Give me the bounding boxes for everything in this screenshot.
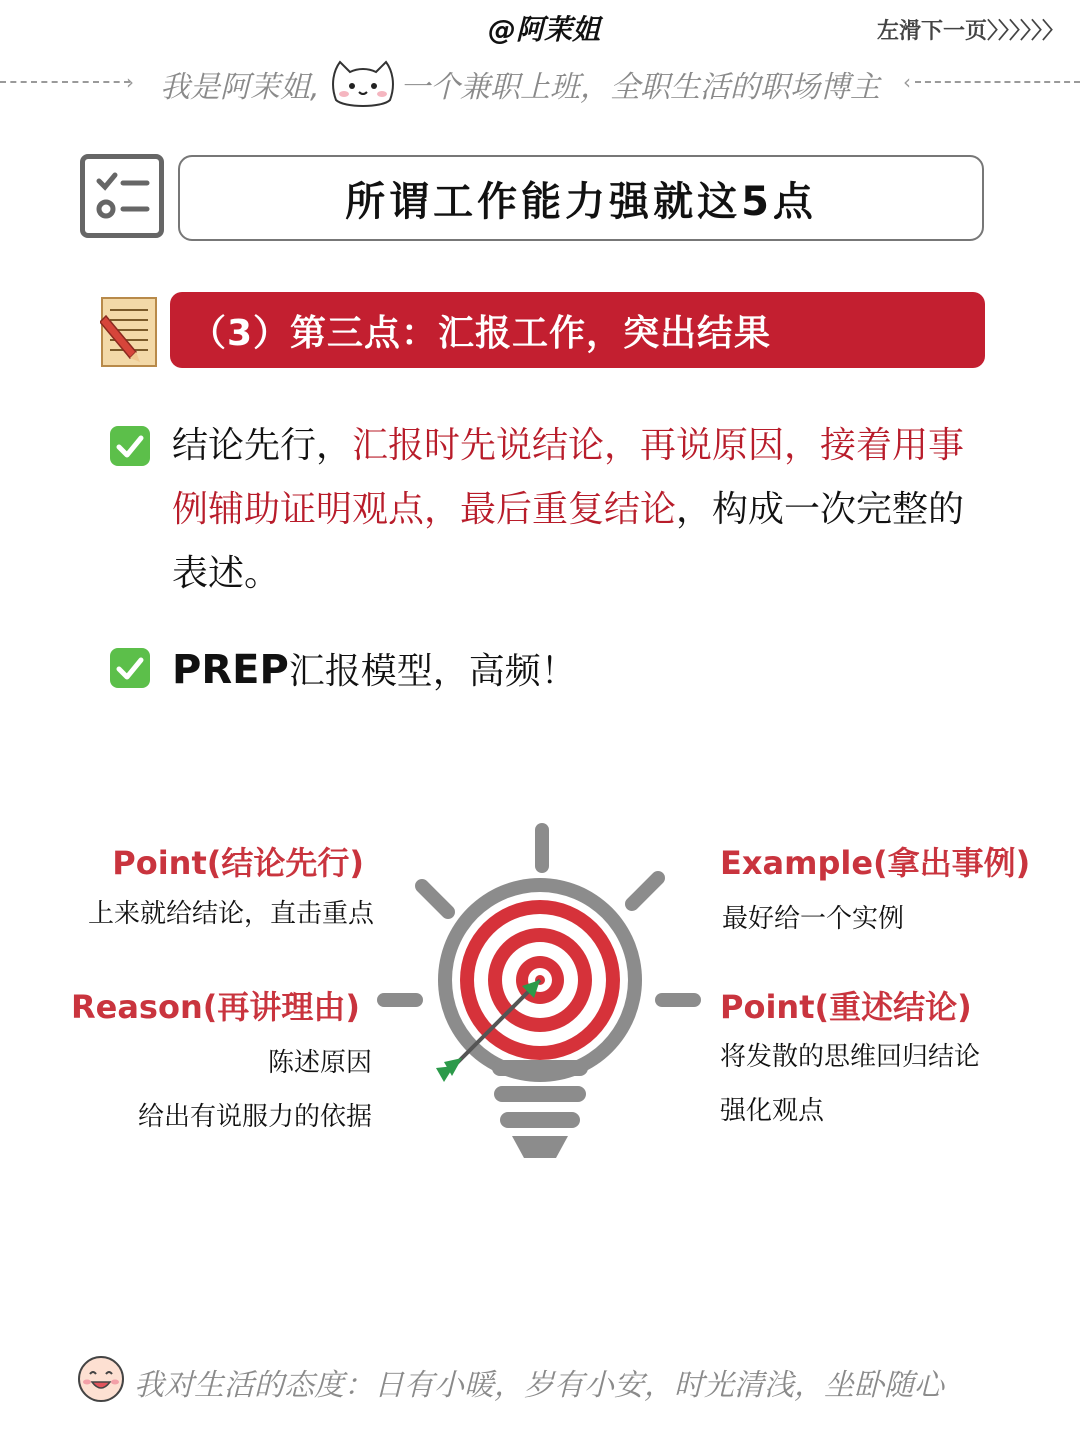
- arrow-left-icon: ‹: [903, 70, 911, 94]
- cat-face-icon: [328, 56, 398, 108]
- author-handle: @阿茉姐: [488, 13, 601, 46]
- example-desc: 最好给一个实例: [722, 904, 905, 934]
- reason-desc-2: 给出有说服力的依据: [137, 1102, 372, 1132]
- paragraph-lead: 结论先行，: [172, 425, 353, 466]
- prep-line: [172, 640, 577, 702]
- tagline-intro: 我是阿茉姐,: [160, 70, 320, 105]
- arrow-right-icon: ›: [126, 70, 134, 94]
- checklist-icon: [80, 154, 164, 238]
- section-header: [170, 292, 985, 368]
- prep-keyword: PREP: [172, 647, 289, 693]
- point-title: Point(结论先行): [112, 844, 364, 882]
- point-desc: 上来就给结论，直击重点: [87, 899, 374, 929]
- divider-right: [915, 81, 1080, 83]
- section-title: （3）第三点：汇报工作，突出结果: [190, 312, 772, 354]
- reason-title: Reason(再讲理由): [70, 988, 360, 1026]
- check-icon: [110, 426, 150, 466]
- smiley-face-icon: [76, 1354, 126, 1404]
- tagline-text: 一个兼职上班，全职生活的职场博主: [400, 70, 880, 105]
- paragraph-tail: ，构成一次完整的表述。: [172, 489, 965, 594]
- swipe-hint: 左滑下一页〉〉〉〉〉〉: [876, 19, 1064, 44]
- restate-point-desc-1: 将发散的思维回归结论: [720, 1042, 981, 1072]
- notepad-pencil-icon: [100, 296, 158, 368]
- conclusion-first-paragraph: [172, 414, 972, 606]
- restate-point-desc-2: 强化观点: [720, 1096, 825, 1126]
- title-box: [178, 155, 984, 241]
- reason-desc-1: 陈述原因: [267, 1048, 372, 1078]
- tagline-row: [0, 56, 1080, 106]
- lightbulb-target-icon: [372, 820, 708, 1165]
- check-icon: [110, 648, 150, 688]
- prep-text: 汇报模型，高频！: [288, 651, 577, 692]
- example-title: Example(拿出事例): [720, 844, 1031, 882]
- paragraph-highlight: 汇报时先说结论，再说原因，接着用事例辅助证明观点，最后重复结论: [172, 425, 965, 530]
- divider-left: [0, 81, 130, 83]
- page-title: 所谓工作能力强就这5点: [345, 178, 817, 225]
- footer-motto: 我对生活的态度：日有小暖，岁有小安，时光清浅，坐卧随心: [134, 1368, 944, 1403]
- restate-point-title: Point(重述结论): [720, 988, 972, 1026]
